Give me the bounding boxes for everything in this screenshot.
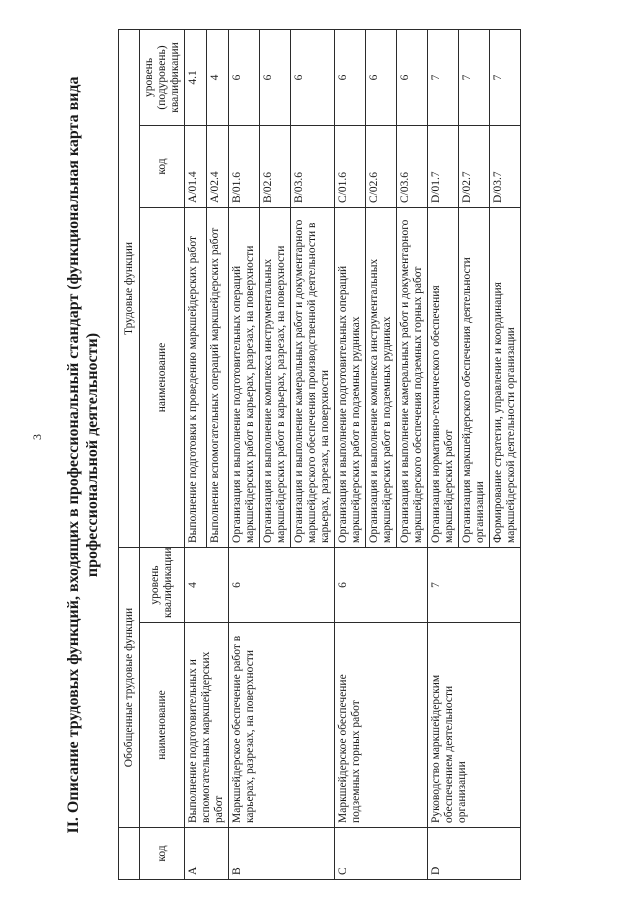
group-level: 6 [229, 547, 335, 622]
table-row [185, 29, 207, 879]
function-code: A/02.4 [207, 125, 229, 207]
group-code: D [428, 828, 521, 880]
function-name: Выполнение подготовки к проведению маркшейдерских работ [185, 207, 207, 547]
function-code: C/01.6 [335, 125, 366, 207]
function-name: Организация и выполнение комплекса инструментальных маркшейдерских работ в карьерах, разрезах, на поверхности [260, 207, 291, 547]
function-level: 6 [229, 29, 260, 125]
header-general-functions: Обобщенные трудовые функции [119, 547, 140, 827]
function-level: 6 [397, 29, 428, 125]
function-code: D/03.7 [490, 125, 521, 207]
function-name: Организация и выполнение комплекса инструментальных маркшейдерских работ в подземных рудниках [366, 207, 397, 547]
function-name: Формирование стратегии, управление и координация маркшейдерской деятельности организации [490, 207, 521, 547]
function-code: B/02.6 [260, 125, 291, 207]
group-level: 6 [335, 547, 428, 622]
header-code: код [140, 828, 185, 880]
group-name: Маркшейдерское обеспечение работ в карьерах, разрезах, на поверхности [229, 623, 335, 828]
section-title [64, 30, 102, 880]
function-name: Организация нормативно-технического обеспечения маркшейдерских работ [428, 207, 459, 547]
group-level: 7 [428, 547, 521, 622]
function-level: 7 [459, 29, 490, 125]
function-level: 7 [490, 29, 521, 125]
function-level: 4 [207, 29, 229, 125]
function-name: Организация и выполнение камеральных работ и документарного маркшейдерского обеспечения производственной деятельности в карьерах, разрезах, на поверхности [291, 207, 335, 547]
function-code: C/03.6 [397, 125, 428, 207]
function-level: 4.1 [185, 29, 207, 125]
section-title-line-2: профессиональной деятельности) [84, 332, 101, 578]
header-lf-level: уровень (подуровень) квалификации [140, 29, 185, 125]
table-row [335, 29, 366, 879]
header-lf-name: наименование [140, 207, 185, 547]
function-level: 6 [291, 29, 335, 125]
header-lf-code: код [140, 125, 185, 207]
function-level: 6 [335, 29, 366, 125]
function-code: A/01.4 [185, 125, 207, 207]
group-code: B [229, 828, 335, 880]
function-level: 6 [366, 29, 397, 125]
function-level: 7 [428, 29, 459, 125]
function-name: Организация и выполнение подготовительных операций маркшейдерских работ в карьерах, разрезах, на поверхности [229, 207, 260, 547]
header-name: наименование [140, 623, 185, 828]
functional-map-table [118, 29, 521, 880]
page-number: 3 [30, 434, 44, 440]
header-empty-cell [119, 828, 140, 880]
function-name: Организация маркшейдерского обеспечения деятельности организации [459, 207, 490, 547]
group-level: 4 [185, 547, 229, 622]
function-code: B/03.6 [291, 125, 335, 207]
group-name: Руководство маркшейдерским обеспечением деятельности организации [428, 623, 521, 828]
function-code: C/02.6 [366, 125, 397, 207]
function-code: D/01.7 [428, 125, 459, 207]
function-code: D/02.7 [459, 125, 490, 207]
table-row [229, 29, 260, 879]
rotated-page-content [64, 30, 584, 880]
section-title-line-1: II. Описание трудовых функций, входящих в профессиональный стандарт (функциональная карта вида [65, 76, 82, 834]
function-name: Выполнение вспомогательных операций маркшейдерских работ [207, 207, 229, 547]
function-name: Организация и выполнение камеральных работ и документарного маркшейдерского обеспечения подземных горных работ [397, 207, 428, 547]
group-code: A [185, 828, 229, 880]
group-code: C [335, 828, 428, 880]
header-labor-functions: Трудовые функции [119, 29, 140, 547]
function-level: 6 [260, 29, 291, 125]
table-row [428, 29, 459, 879]
function-code: B/01.6 [229, 125, 260, 207]
function-name: Организация и выполнение подготовительных операций маркшейдерских работ в подземных рудниках [335, 207, 366, 547]
group-name: Выполнение подготовительных и вспомогательных маркшейдерских работ [185, 623, 229, 828]
group-name: Маркшейдерское обеспечение подземных горных работ [335, 623, 428, 828]
header-level: уровень квалификации [140, 547, 185, 622]
